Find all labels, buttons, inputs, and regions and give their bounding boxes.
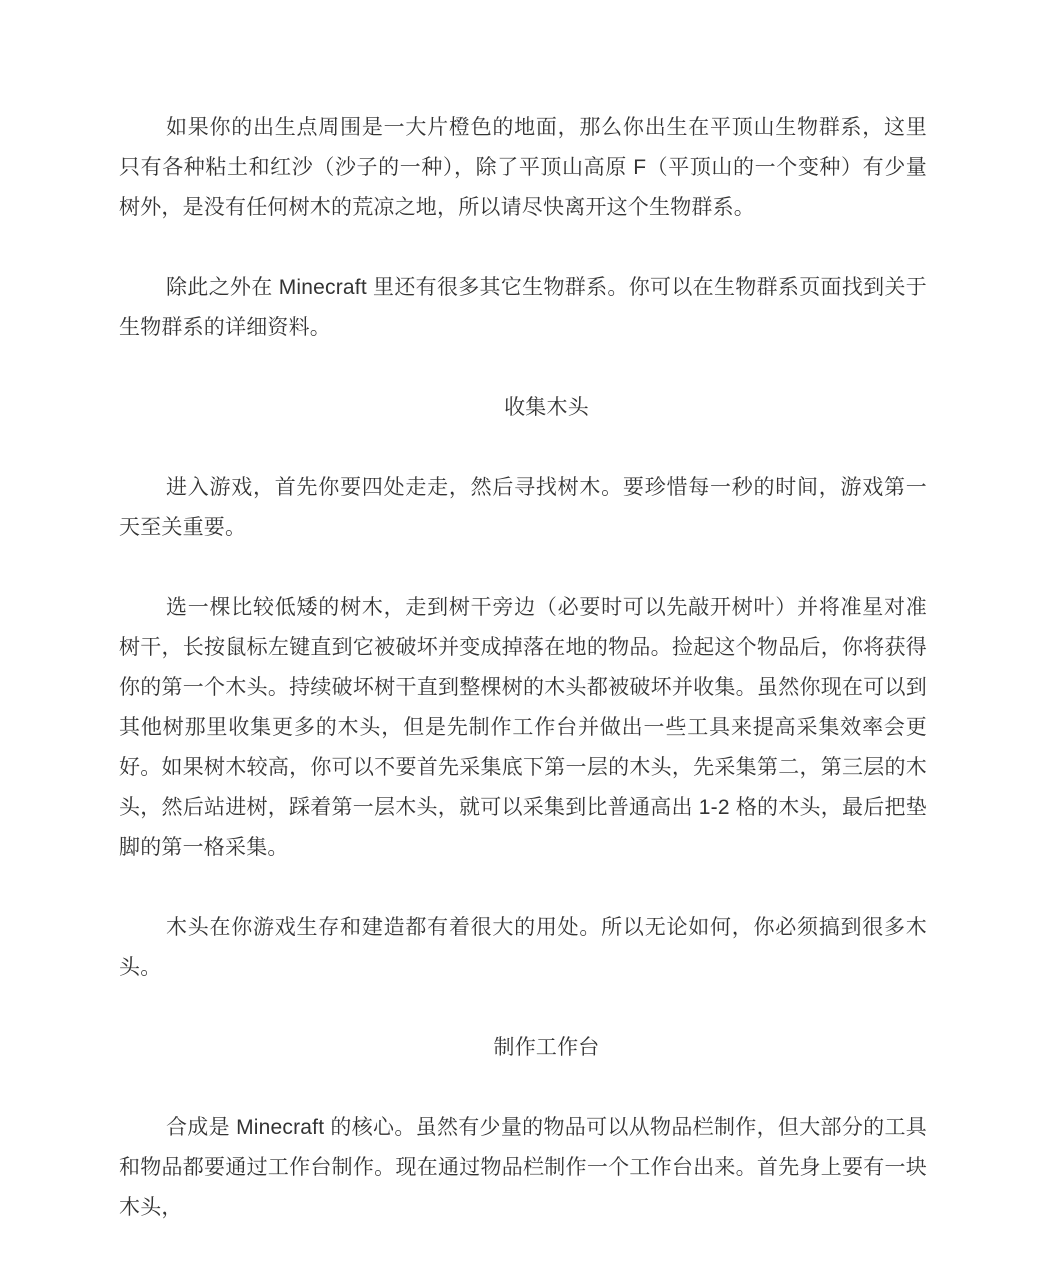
section-heading-collect-wood: 收集木头	[504, 396, 589, 419]
paragraph-wood-importance: 木头在你游戏生存和建造都有着很大的用处。所以无论如何，你必须搞到很多木头。	[119, 916, 927, 979]
paragraph-mesa-biome: 如果你的出生点周围是一大片橙色的地面，那么你出生在平顶山生物群系，这里只有各种粘土和红沙（沙子的一种），除了平顶山高原 F（平顶山的一个变种）有少量树外，是没有任何树木的荒凉之地，所以请尽快离开这个生物群系。	[119, 116, 927, 219]
section-heading-crafting-table: 制作工作台	[493, 1036, 600, 1059]
paragraph-chopping-trees: 选一棵比较低矮的树木，走到树干旁边（必要时可以先敲开树叶）并将准星对准树干，长按鼠标左键直到它被破坏并变成掉落在地的物品。捡起这个物品后，你将获得你的第一个木头。持续破坏树干直到整棵树的木头都被破坏并收集。虽然你现在可以到其他树那里收集更多的木头，但是先制作工作台并做出一些工具来提高采集效率会更好。如果树木较高，你可以不要首先采集底下第一层的木头，先采集第二，第三层的木头，然后站进树，踩着第一层木头，就可以采集到比普通高出 1-2 格的木头，最后把垫脚的第一格采集。	[119, 596, 927, 859]
paragraph-first-day: 进入游戏，首先你要四处走走，然后寻找树木。要珍惜每一秒的时间，游戏第一天至关重要。	[119, 476, 927, 539]
paragraph-crafting-intro: 合成是 Minecraft 的核心。虽然有少量的物品可以从物品栏制作，但大部分的工具和物品都要通过工作台制作。现在通过物品栏制作一个工作台出来。首先身上要有一块木头，	[119, 1116, 927, 1219]
paragraph-other-biomes: 除此之外在 Minecraft 里还有很多其它生物群系。你可以在生物群系页面找到关于生物群系的详细资料。	[119, 276, 927, 339]
